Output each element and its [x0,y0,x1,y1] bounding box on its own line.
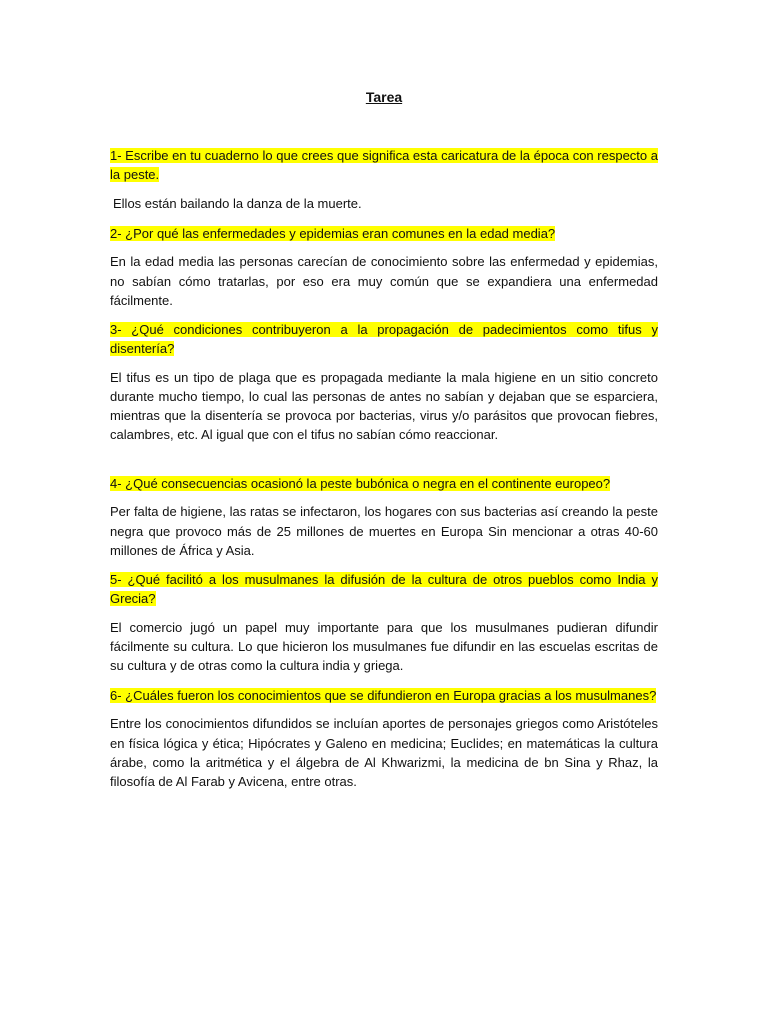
question-1-text: 1- Escribe en tu cuaderno lo que crees que significa esta caricatura de la época con respecto a la peste. [110,148,658,183]
answer-6: Entre los conocimientos difundidos se incluían aportes de personajes griegos como Aristóteles en física lógica y ética; Hipócrates y Galeno en medicina; Euclides; en matemáticas la cultura árabe, como la aritmética y el álgebra de Al Khwarizmi, la medicina de bn Sina y Rhaz, la filosofía de Al Farab y Avicena, entre otras. [110,716,658,790]
question-5-text: 5- ¿Qué facilitó a los musulmanes la difusión de la cultura de otros pueblos como India y Grecia? [110,572,658,607]
document-title: Tarea [365,89,403,105]
question-6 [110,686,658,705]
answer-3: El tifus es un tipo de plaga que es propagada mediante la mala higiene en un sitio concreto durante mucho tiempo, lo cual las personas de antes no sabían y dejaban que se esparciera, mientras que la disentería se provoca por bacterias, virus y/o parásitos que provocan fiebres, calambres, etc. Al igual que con el tifus no sabían cómo reaccionar. [110,369,658,443]
question-1 [110,146,658,185]
question-6-text: 6- ¿Cuáles fueron los conocimientos que se difundieron en Europa gracias a los musulmanes? [110,688,657,703]
answer-2: En la edad media las personas carecían de conocimiento sobre las enfermedad y epidemias, no sabían cómo tratarlas, por eso era muy común que se expandiera una enfermedad fácilmente. [110,254,658,308]
question-5 [110,570,658,609]
question-4-text: 4- ¿Qué consecuencias ocasionó la peste bubónica o negra en el continente europeo? [110,476,611,491]
question-3-text: 3- ¿Qué condiciones contribuyeron a la propagación de padecimientos como tifus y disentería? [110,322,658,357]
qa-item-5 [110,570,658,675]
question-2-text: 2- ¿Por qué las enfermedades y epidemias eran comunes en la edad media? [110,226,556,241]
question-4 [110,474,658,493]
answer-1: Ellos están bailando la danza de la muerte. [113,195,362,211]
qa-item-4 [110,474,658,560]
qa-item-6 [110,686,658,791]
qa-item-2 [110,224,658,310]
question-2 [110,224,658,243]
answer-5: El comercio jugó un papel muy importante para que los musulmanes pudieran difundir fácilmente su cultura. Lo que hicieron los musulmanes fue difundir en las escuelas escritas de su cultura y de otras como la cultura india y griega. [110,619,658,674]
question-3 [110,320,658,359]
answer-4: Per falta de higiene, las ratas se infectaron, los hogares con sus bacterias así creando la peste negra que provoco más de 25 millones de muertes en Europa Sin mencionar a otras 40-60 millones de África y Asia. [110,504,658,558]
qa-item-3 [110,320,658,445]
qa-item-1 [110,146,658,213]
